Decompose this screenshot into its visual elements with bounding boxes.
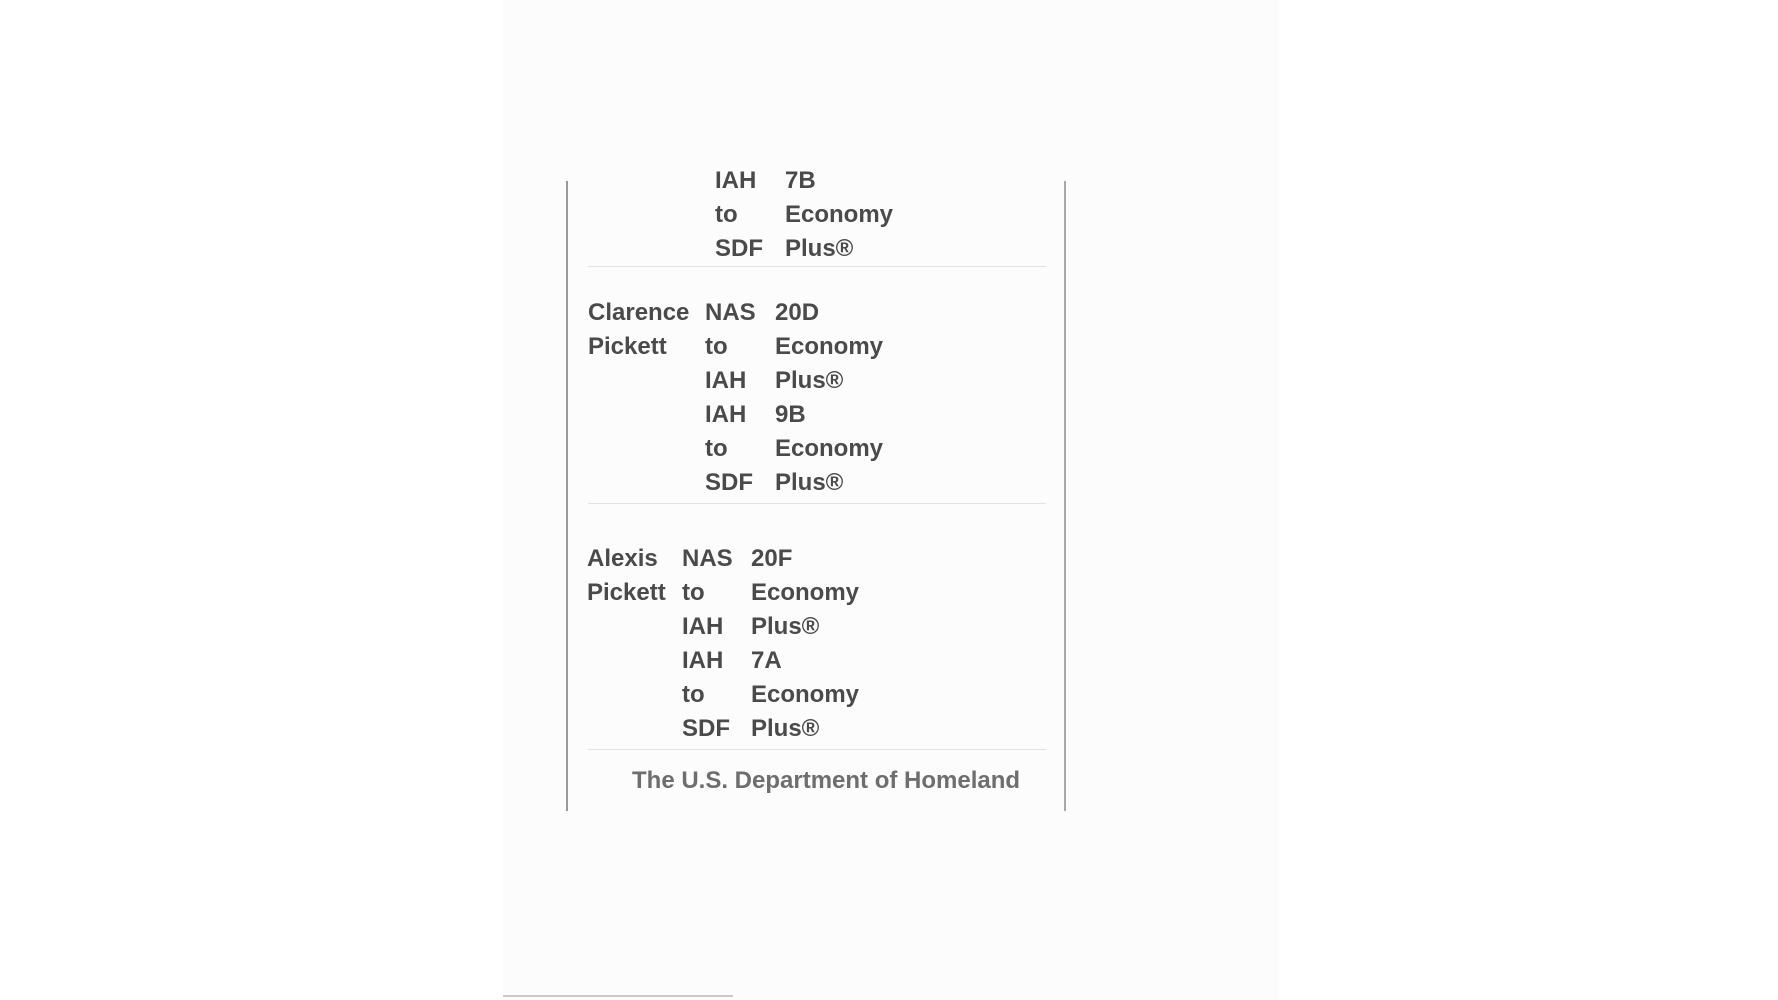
- route-line: IAH: [705, 367, 747, 394]
- seat-line: Economy: [775, 435, 884, 462]
- route-line: to: [705, 333, 728, 360]
- route-cell: [682, 542, 733, 746]
- route-line: NAS: [682, 545, 733, 572]
- route-line: IAH: [705, 401, 747, 428]
- seat-line: Plus®: [775, 367, 844, 394]
- name-line: Alexis: [587, 545, 658, 572]
- passenger-name-cell: [588, 296, 689, 364]
- seat-line: 7B: [785, 167, 816, 194]
- passenger-name-cell: [587, 542, 666, 610]
- seat-cell: [785, 164, 893, 266]
- route-line: IAH: [682, 647, 724, 674]
- page-bottom-rule: [503, 995, 733, 997]
- name-line: Pickett: [588, 333, 667, 360]
- route-line: to: [682, 579, 705, 606]
- seat-line: Plus®: [751, 613, 820, 640]
- route-cell: [715, 164, 763, 266]
- table-row: [588, 296, 1046, 504]
- seat-cell: [751, 542, 859, 746]
- seat-line: Plus®: [785, 235, 854, 262]
- route-line: IAH: [715, 167, 757, 194]
- seat-line: 20D: [775, 299, 820, 326]
- route-line: to: [682, 681, 705, 708]
- route-line: NAS: [705, 299, 756, 326]
- footer-notice-text: The U.S. Department of Homeland: [632, 767, 1021, 794]
- route-cell: [705, 296, 756, 500]
- name-line: Clarence: [588, 299, 690, 326]
- seat-cell: [775, 296, 883, 500]
- route-line: SDF: [705, 469, 753, 496]
- seat-line: Economy: [775, 333, 884, 360]
- name-line: Pickett: [587, 579, 666, 606]
- route-line: to: [715, 201, 738, 228]
- seat-line: 20F: [751, 545, 793, 572]
- seat-line: Economy: [751, 681, 860, 708]
- route-line: IAH: [682, 613, 724, 640]
- seat-line: Plus®: [751, 715, 820, 742]
- seat-line: Economy: [785, 201, 894, 228]
- route-line: SDF: [715, 235, 763, 262]
- seat-line: 7A: [751, 647, 782, 674]
- route-line: SDF: [682, 715, 730, 742]
- table-row-partial: [588, 164, 1046, 267]
- itinerary-table: [566, 167, 1066, 811]
- seat-line: Plus®: [775, 469, 844, 496]
- table-row: [588, 542, 1046, 750]
- route-line: to: [705, 435, 728, 462]
- seat-line: Economy: [751, 579, 860, 606]
- seat-line: 9B: [775, 401, 806, 428]
